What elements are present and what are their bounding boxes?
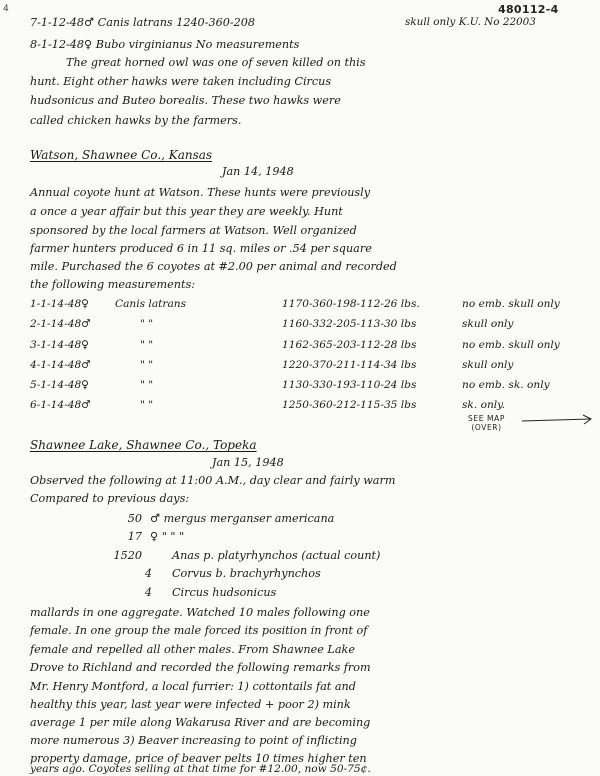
- paragraph-line: mile. Purchased the 6 coyotes at #2.00 per animal and recorded: [30, 260, 397, 273]
- paragraph-line: farmer hunters produced 6 in 11 sq. miles or .54 per square: [30, 242, 372, 255]
- species-name: " ": [140, 339, 154, 351]
- paragraph-line: sponsored by the local farmers at Watson. Well organized: [30, 224, 357, 237]
- specimen-id: 6-1-14-48♂: [30, 399, 91, 411]
- paragraph-line: Drove to Richland and recorded the following remarks from: [30, 661, 371, 674]
- section-date: Jan 14, 1948: [222, 165, 294, 178]
- see-map-over: (OVER): [471, 423, 502, 432]
- paragraph-line: the following measurements:: [30, 278, 195, 291]
- arrow-right-icon: [520, 414, 598, 426]
- see-map-note: [468, 414, 505, 432]
- specimen-note: sk. only.: [462, 399, 506, 411]
- species-name: " ": [140, 379, 154, 391]
- section-date: Jan 15, 1948: [212, 456, 284, 469]
- paragraph-line: female and repelled all other males. From Shawnee Lake: [30, 643, 355, 656]
- section-heading: Watson, Shawnee Co., Kansas: [30, 148, 213, 162]
- measurements: 1162-365-203-112-28 lbs: [282, 339, 417, 351]
- count-value: 1520: [113, 549, 142, 562]
- count-species: Circus hudsonicus: [172, 586, 277, 599]
- count-species: ♂ mergus merganser americana: [150, 512, 335, 525]
- count-species: Anas p. platyrhynchos (actual count): [172, 549, 381, 562]
- measurements: 1170-360-198-112-26 lbs.: [282, 298, 420, 310]
- measurements: 1160-332-205-113-30 lbs: [282, 318, 417, 330]
- paragraph-line: a once a year affair but this year they are weekly. Hunt: [30, 205, 343, 218]
- paragraph-line: Annual coyote hunt at Watson. These hunts were previously: [30, 186, 371, 199]
- paragraph-line: Observed the following at 11:00 A.M., day clear and fairly warm: [30, 474, 396, 487]
- specimen-id: 4-1-14-48♂: [30, 359, 91, 371]
- species-name: " ": [140, 359, 154, 371]
- specimen-note: skull only: [462, 359, 514, 371]
- see-map-label: SEE MAP: [468, 414, 505, 423]
- record-line: 8-1-12-48♀ Bubo virginianus No measurements: [30, 38, 300, 51]
- paragraph-line: more numerous 3) Beaver increasing to point of inflicting: [30, 734, 357, 747]
- count-value: 4: [144, 567, 152, 580]
- paragraph-line: female. In one group the male forced its position in front of: [30, 624, 368, 637]
- page-id: 480112-4: [498, 3, 559, 16]
- species-name: " ": [140, 318, 154, 330]
- paragraph-line: healthy this year, last year were infected + poor 2) mink: [30, 698, 351, 711]
- paragraph-line: years ago. Coyotes selling at that time for #12.00, now 50-75¢.: [30, 763, 371, 775]
- specimen-id: 5-1-14-48♀: [30, 379, 89, 391]
- record-note: skull only K.U. No 22003: [405, 16, 536, 28]
- section-heading: Shawnee Lake, Shawnee Co., Topeka: [30, 438, 257, 452]
- species-name: " ": [140, 399, 154, 411]
- paragraph-line: Mr. Henry Montford, a local furrier: 1) cottontails fat and: [30, 680, 356, 693]
- species-name: Canis latrans: [115, 298, 187, 310]
- paragraph-line: mallards in one aggregate. Watched 10 males following one: [30, 606, 370, 619]
- measurements: 1130-330-193-110-24 lbs: [282, 379, 417, 391]
- note-line: hudsonicus and Buteo borealis. These two hawks were: [30, 94, 341, 107]
- count-value: 4: [144, 586, 152, 599]
- record-line: 7-1-12-48♂ Canis latrans 1240-360-208: [30, 16, 255, 29]
- specimen-note: no emb. skull only: [462, 339, 560, 351]
- specimen-id: 3-1-14-48♀: [30, 339, 89, 351]
- count-value: 17: [127, 530, 142, 543]
- specimen-note: skull only: [462, 318, 514, 330]
- specimen-id: 2-1-14-48♂: [30, 318, 91, 330]
- paragraph-line: Compared to previous days:: [30, 492, 190, 505]
- count-value: 50: [127, 512, 142, 525]
- note-line: hunt. Eight other hawks were taken including Circus: [30, 75, 332, 88]
- note-line: The great horned owl was one of seven killed on this: [66, 56, 366, 69]
- margin-mark: 4: [3, 4, 9, 14]
- count-species: ♀ " " ": [150, 530, 185, 543]
- count-species: Corvus b. brachyrhynchos: [172, 567, 321, 580]
- specimen-note: no emb. skull only: [462, 298, 560, 310]
- measurements: 1220-370-211-114-34 lbs: [282, 359, 417, 371]
- specimen-id: 1-1-14-48♀: [30, 298, 89, 310]
- paragraph-line: property damage, price of beaver pelts 10 times higher ten: [30, 752, 367, 765]
- note-line: called chicken hawks by the farmers.: [30, 114, 242, 127]
- paragraph-line: average 1 per mile along Wakarusa River and are becoming: [30, 716, 371, 729]
- specimen-note: no emb. sk. only: [462, 379, 550, 391]
- measurements: 1250-360-212-115-35 lbs: [282, 399, 417, 411]
